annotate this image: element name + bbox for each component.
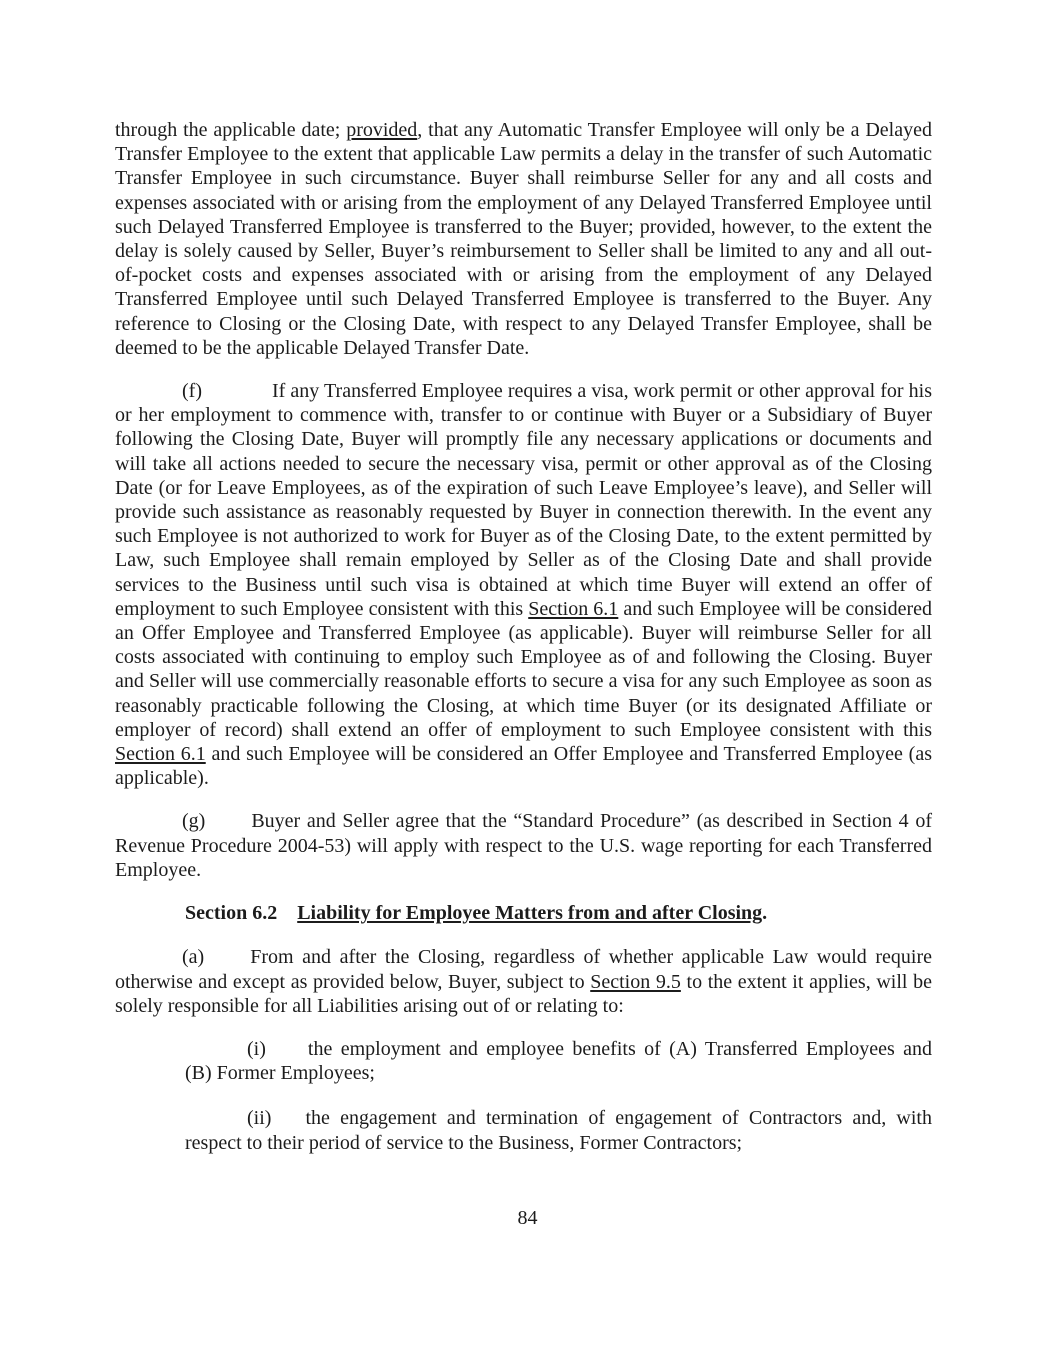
label-tab bbox=[204, 962, 250, 963]
paragraph-label-f: (f) bbox=[182, 380, 202, 403]
page-number: 84 bbox=[517, 1207, 538, 1229]
list-item-i bbox=[185, 1037, 932, 1085]
list-item-ii bbox=[185, 1106, 932, 1154]
paragraph-f bbox=[115, 379, 932, 790]
label-tab bbox=[271, 1123, 305, 1124]
text-run: If any Transferred Employee requires a visa, work permit or other approval for his or her employment to commence with, transfer to or continue with Buyer or a Subsidiary of Buyer following the Closing Date, Buyer will promptly file any necessary applications or documents and will take all actions needed to secure the necessary visa, permit or other approval as of the Closing Date (or for Leave Employees, as of the expiration of such Leave Employee’s leave), and Seller will provide such assistance as reasonably requested by Buyer in connection therewith. In the event any such Employee is not authorized to work for Buyer as of the Closing Date, to the extent permitted by Law, such Employee shall remain employed by Seller as of the Closing Date and shall provide services to the Business until such visa is obtained at which time Buyer will extend an offer of employment to such Employee consistent with this bbox=[115, 380, 932, 620]
section-number: Section 6.2 bbox=[185, 902, 278, 925]
heading-tab bbox=[277, 918, 297, 919]
label-tab bbox=[205, 826, 251, 827]
label-tab bbox=[202, 396, 272, 397]
text-run: the employment and employee benefits of (A) Transferred Employees and (B) Former Employees; bbox=[185, 1037, 932, 1085]
first-line-indent bbox=[185, 1123, 247, 1124]
paragraph-label-a: (a) bbox=[182, 946, 205, 969]
paragraph-g bbox=[115, 809, 932, 882]
label-tab bbox=[266, 1054, 308, 1055]
first-line-indent bbox=[115, 826, 182, 827]
first-line-indent bbox=[115, 396, 182, 397]
paragraph-continuation bbox=[115, 118, 932, 360]
text-run: through the applicable date; bbox=[115, 119, 347, 141]
text-run: and such Employee will be considered an Offer Employee and Transferred Employee (as applicable). Buyer will reimburse Seller for all costs associated with continuing to employ such Employee as of and following the Closing. Buyer and Seller will use commercially reasonable efforts to secure a visa for any such Employee as soon as reasonably practicable following the Closing, at which time Buyer (or its designated Affiliate or employer of record) shall extend an offer of employment to such Employee consistent with this bbox=[115, 597, 932, 741]
text-run: to the extent it applies, will be solely responsible for all Liabilities arising out of or relating to: bbox=[115, 970, 932, 1017]
text-run: From and after the Closing, regardless of whether applicable Law would require otherwise and except as provided below, Buyer, subject to bbox=[115, 946, 932, 993]
list-item-label-i: (i) bbox=[247, 1037, 266, 1060]
section-heading-6-2 bbox=[115, 901, 932, 925]
list-item-label-ii: (ii) bbox=[247, 1107, 272, 1130]
section-title: Liability for Employee Matters from and after Closing bbox=[297, 902, 763, 925]
first-line-indent bbox=[115, 962, 182, 963]
text-run: and such Employee will be considered an Offer Employee and Transferred Employee (as applicable). bbox=[115, 743, 932, 790]
text-run: , that any Automatic Transfer Employee will only be a Delayed Transfer Employee to the extent that applicable Law permits a delay in the transfer of such Automatic Transfer Employee in such circumstance. Buyer shall reimburse Seller for any and all costs and expenses associated with or arising from the employment of any Delayed Transferred Employee until such Delayed Transferred Employee is transferred to the Buyer; provided, however, to the extent the delay is solely caused by Seller, Buyer’s reimbursement to Seller shall be limited to any and all out-of-pocket costs and expenses associated with or arising from the employment of any Delayed Transferred Employee until such Delayed Transferred Employee is transferred to the Buyer. Any reference to Closing or the Closing Date, with respect to any Delayed Transfer Employee, shall be deemed to be the applicable Delayed Transfer Date. bbox=[115, 119, 932, 359]
cross-reference-section-9-5: Section 9.5 bbox=[590, 970, 681, 993]
cross-reference-section-6-1: Section 6.1 bbox=[528, 597, 619, 620]
defined-term-provided: provided bbox=[346, 119, 418, 141]
heading-indent bbox=[115, 918, 185, 919]
cross-reference-section-6-1: Section 6.1 bbox=[115, 743, 206, 766]
section-title-period: . bbox=[762, 902, 768, 925]
text-run: the engagement and termination of engagement of Contractors and, with respect to their period of service to the Business, Former Contractors; bbox=[185, 1107, 932, 1154]
text-run: Buyer and Seller agree that the “Standard Procedure” (as described in Section 4 of Revenue Procedure 2004-53) will apply with respect to the U.S. wage reporting for each Transferred Employee. bbox=[115, 810, 932, 881]
paragraph-a bbox=[115, 945, 932, 1018]
paragraph-label-g: (g) bbox=[182, 810, 206, 833]
first-line-indent bbox=[185, 1054, 247, 1055]
